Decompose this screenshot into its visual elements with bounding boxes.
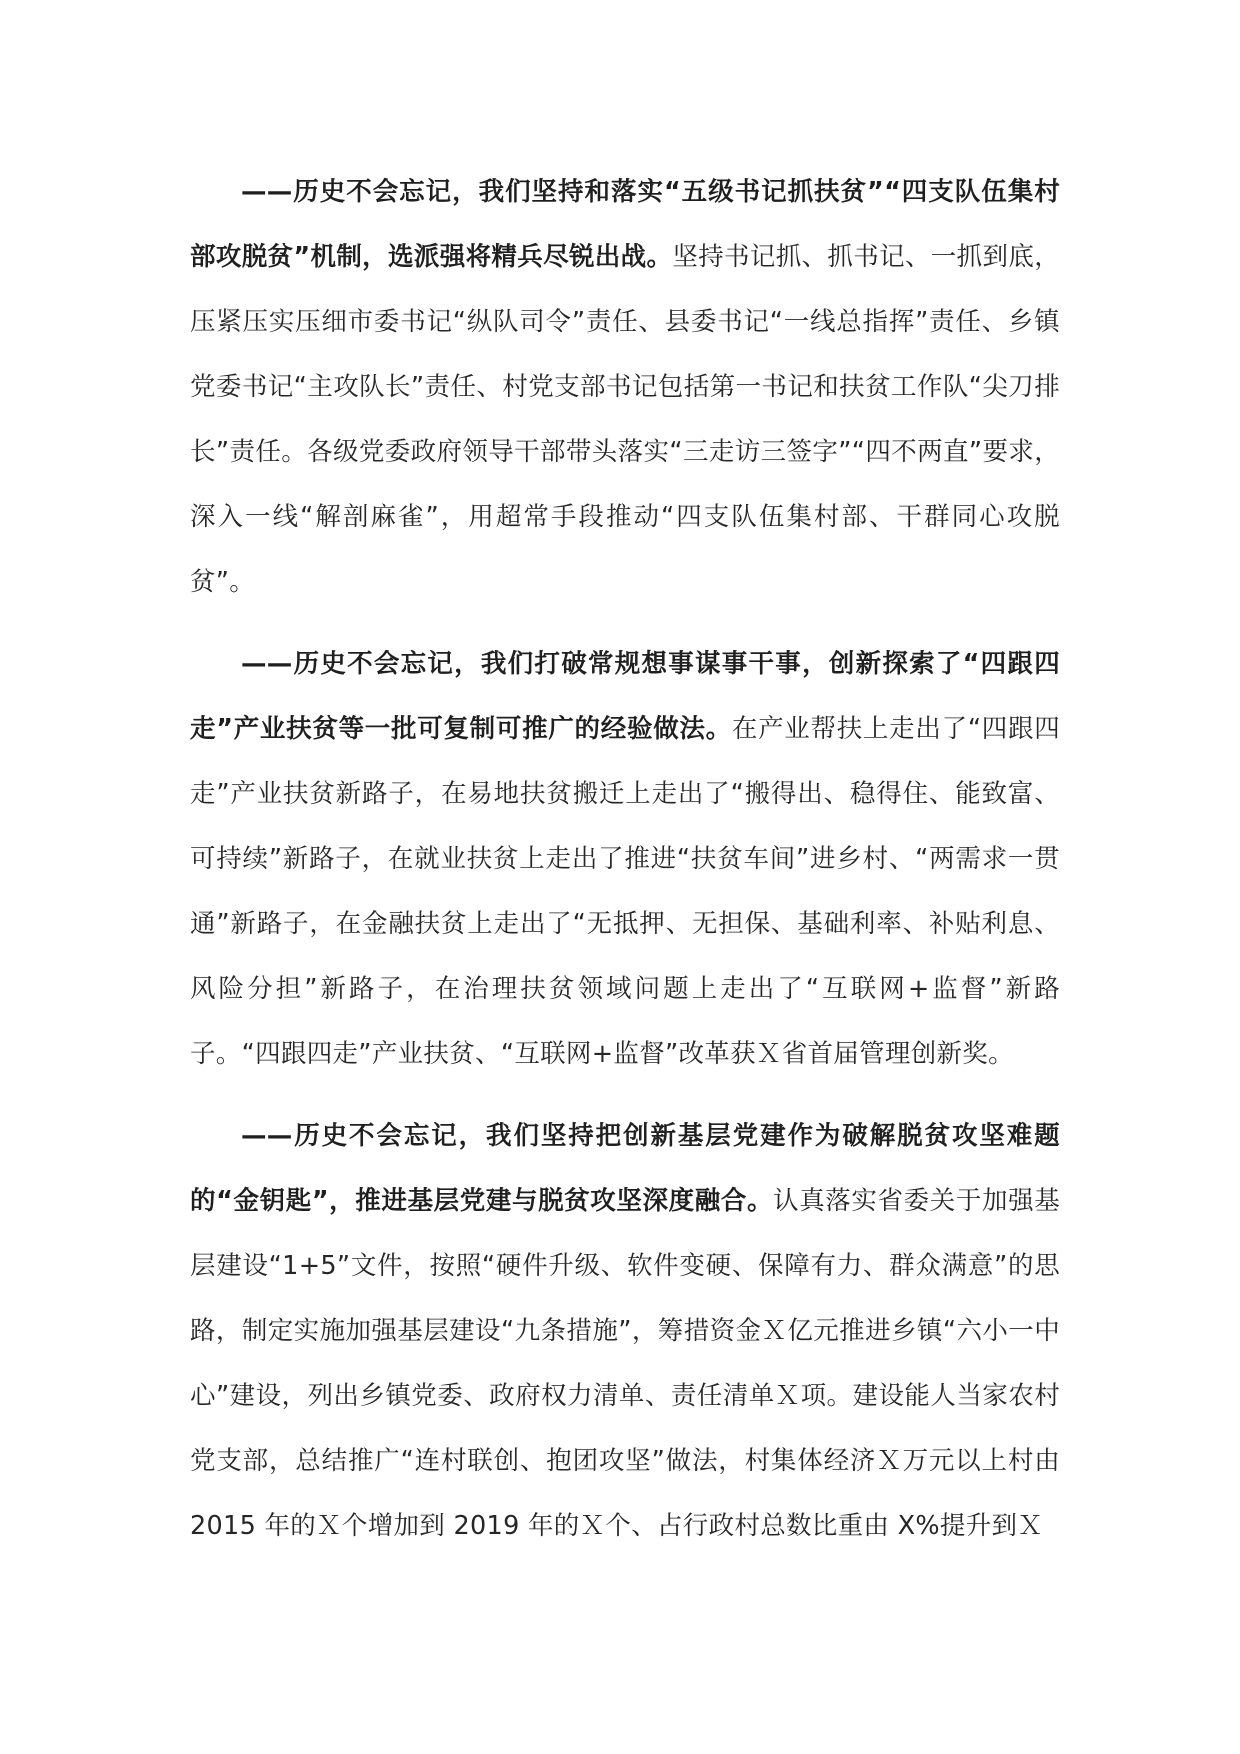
paragraph-body: 在产业帮扶上走出了“四跟四走”产业扶贫新路子，在易地扶贫搬迁上走出了“搬得出、稳得住、能致富、可持续”新路子，在就业扶贫上走出了推进“扶贫车间”进乡村、“两需求一贯通”新路子，在金融扶贫上走出了“无抵押、无担保、基础利率、补贴利息、风险分担”新路子，在治理扶贫领域问题上走出了“互联网+监督”新路子。“四跟四走”产业扶贫、“互联网+监督”改革获Ｘ省首届管理创新奖。 (190, 714, 1060, 1069)
paragraph-lead: ——历史不会忘记，我们坚持把创新基层党建作为破解脱贫攻坚难题的“金钥匙”，推进基层党建与脱贫攻坚深度融合。 (190, 1121, 1060, 1216)
paragraph-body: 坚持书记抓、抓书记、一抓到底，压紧压实压细市委书记“纵队司令”责任、县委书记“一线总指挥”责任、乡镇党委书记“主攻队长”责任、村党支部书记包括第一书记和扶贫工作队“尖刀排长”责任。各级党委政府领导干部带头落实“三走访三签字”“四不两直”要求，深入一线“解剖麻雀”，用超常手段推动“四支队伍集村部、干群同心攻脱贫”。 (190, 242, 1060, 597)
paragraph-party-building (190, 1104, 1060, 1559)
paragraph-leadership-mechanism (190, 160, 1060, 615)
paragraph-body: 认真落实省委关于加强基层建设“1+5”文件，按照“硬件升级、软件变硬、保障有力、群众满意”的思路，制定实施加强基层建设“九条措施”，筹措资金Ｘ亿元推进乡镇“六小一中心”建设，列出乡镇党委、政府权力清单、责任清单Ｘ项。建设能人当家农村党支部，总结推广“连村联创、抱团攻坚”做法，村集体经济Ｘ万元以上村由 2015 年的Ｘ个增加到 2019 年的Ｘ个、占行政村总数比重由 X%提升到Ｘ (190, 1186, 1060, 1541)
paragraph-lead: ——历史不会忘记，我们打破常规想事谋事干事，创新探索了“四跟四走”产业扶贫等一批可复制可推广的经验做法。 (190, 649, 1060, 744)
document-page (190, 160, 1060, 1576)
paragraph-lead: ——历史不会忘记，我们坚持和落实“五级书记抓扶贫”“四支队伍集村部攻脱贫”机制，选派强将精兵尽锐出战。 (190, 177, 1060, 272)
paragraph-innovation-practices (190, 632, 1060, 1087)
